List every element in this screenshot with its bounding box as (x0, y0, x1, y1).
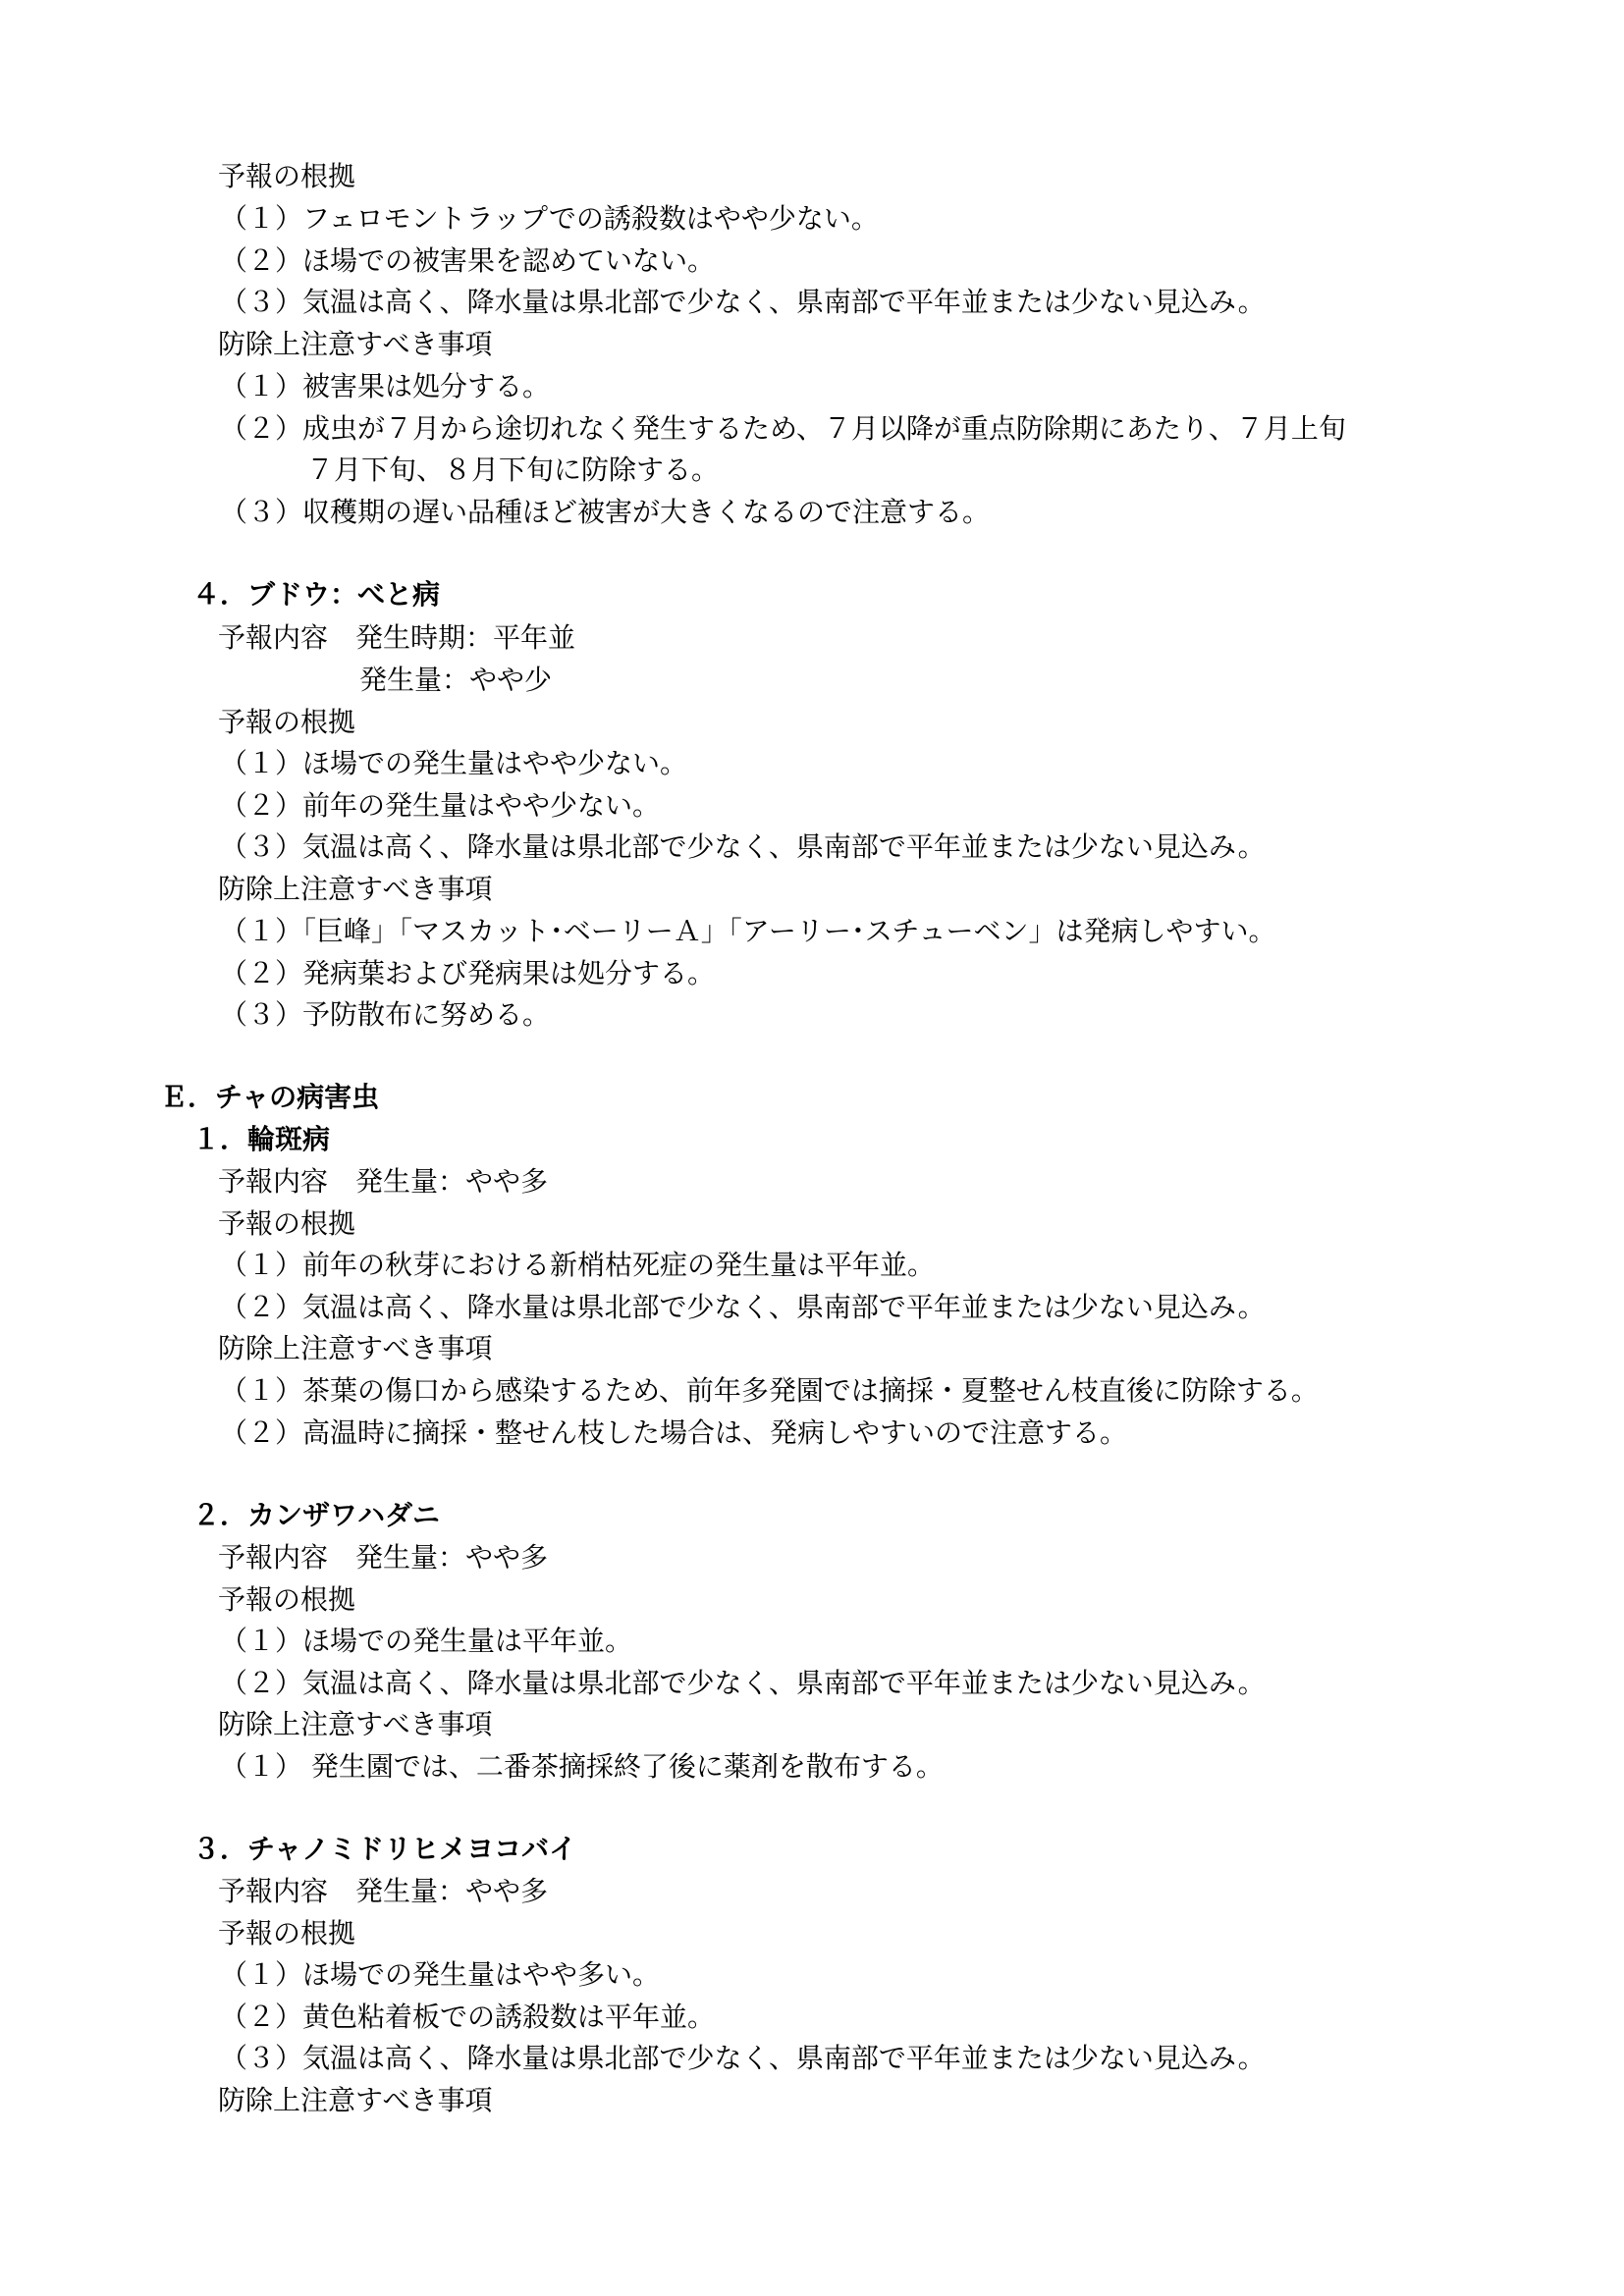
basis-item: （１）ほ場での発生量は平年並。 (220, 1625, 633, 1657)
basis-item: （１）ほ場での発生量はやや少ない。 (220, 747, 688, 779)
control-item: （２）成虫が７月から途切れなく発生するため、７月以降が重点防除期にあたり、７月上旬 (220, 412, 1346, 445)
control-item-continuation: ７月下旬、８月下旬に防除する。 (306, 454, 720, 486)
basis-item: （３）気温は高く、降水量は県北部で少なく、県南部で平年並または少ない見込み。 (220, 830, 1266, 863)
basis-item: （２）ほ場での被害果を認めていない。 (220, 244, 716, 277)
control-item: （２）高温時に摘採・整せん枝した場合は、発病しやすいので注意する。 (220, 1416, 1128, 1449)
basis-heading: 予報の根拠 (218, 1207, 356, 1240)
section-heading-tea: Ｅ．チャの病害虫 (160, 1081, 380, 1113)
basis-heading: 予報の根拠 (218, 1583, 356, 1616)
basis-heading: 予報の根拠 (218, 1917, 356, 1949)
control-item: （１）被害果は処分する。 (220, 370, 551, 402)
basis-item: （３）気温は高く、降水量は県北部で少なく、県南部で平年並または少ない見込み。 (220, 2042, 1266, 2074)
item-heading-tea-green-leafhopper: ３．チャノミドリヒメヨコバイ (192, 1833, 577, 1865)
basis-item: （１）フェロモントラップでの誘殺数はやや少ない。 (220, 202, 879, 235)
control-heading: 防除上注意すべき事項 (218, 1332, 493, 1364)
forecast-content: 予報内容 発生量：やや多 (218, 1875, 549, 1907)
basis-heading: 予報の根拠 (218, 706, 356, 738)
basis-item: （２）気温は高く、降水量は県北部で少なく、県南部で平年並または少ない見込み。 (220, 1291, 1266, 1323)
control-item: （２）発病葉および発病果は処分する。 (220, 957, 716, 989)
control-heading: 防除上注意すべき事項 (218, 2084, 493, 2116)
basis-item: （２）黄色粘着板での誘殺数は平年並。 (220, 2001, 716, 2033)
control-heading: 防除上注意すべき事項 (218, 873, 493, 905)
basis-item: （１）前年の秋芽における新梢枯死症の発生量は平年並。 (220, 1249, 936, 1281)
basis-item: （３）気温は高く、降水量は県北部で少なく、県南部で平年並または少ない見込み。 (220, 286, 1266, 318)
control-item: （１） 発生園では、二番茶摘採終了後に薬剤を散布する。 (220, 1750, 944, 1783)
control-item: （３）収穫期の遅い品種ほど被害が大きくなるので注意する。 (220, 496, 991, 528)
basis-item: （１）ほ場での発生量はやや多い。 (220, 1958, 661, 1991)
item-heading-kanzawa-mite: ２．カンザワハダニ (192, 1499, 441, 1531)
forecast-content: 予報内容 発生時期：平年並 (218, 621, 576, 654)
basis-heading: 予報の根拠 (218, 160, 356, 192)
control-heading: 防除上注意すべき事項 (218, 1708, 493, 1740)
forecast-content: 予報内容 発生量：やや多 (218, 1165, 549, 1198)
control-heading: 防除上注意すべき事項 (218, 328, 493, 360)
basis-item: （２）気温は高く、降水量は県北部で少なく、県南部で平年並または少ない見込み。 (220, 1667, 1266, 1699)
basis-item: （２）前年の発生量はやや少ない。 (220, 789, 661, 822)
item-heading-ring-spot: １．輪斑病 (192, 1123, 331, 1155)
control-item: （１）「巨峰」「マスカット･ベーリーＡ」「アーリー･スチューベン」は発病しやすい。 (220, 915, 1276, 947)
forecast-content: 予報内容 発生量：やや多 (218, 1541, 549, 1574)
control-item: （３）予防散布に努める。 (220, 998, 551, 1031)
control-item: （１）茶葉の傷口から感染するため、前年多発園では摘採・夏整せん枝直後に防除する。 (220, 1374, 1319, 1407)
item-heading-grape-downy-mildew: ４．ブドウ：べと病 (192, 578, 441, 611)
forecast-content-amount: 発生量：やや少 (359, 664, 553, 696)
